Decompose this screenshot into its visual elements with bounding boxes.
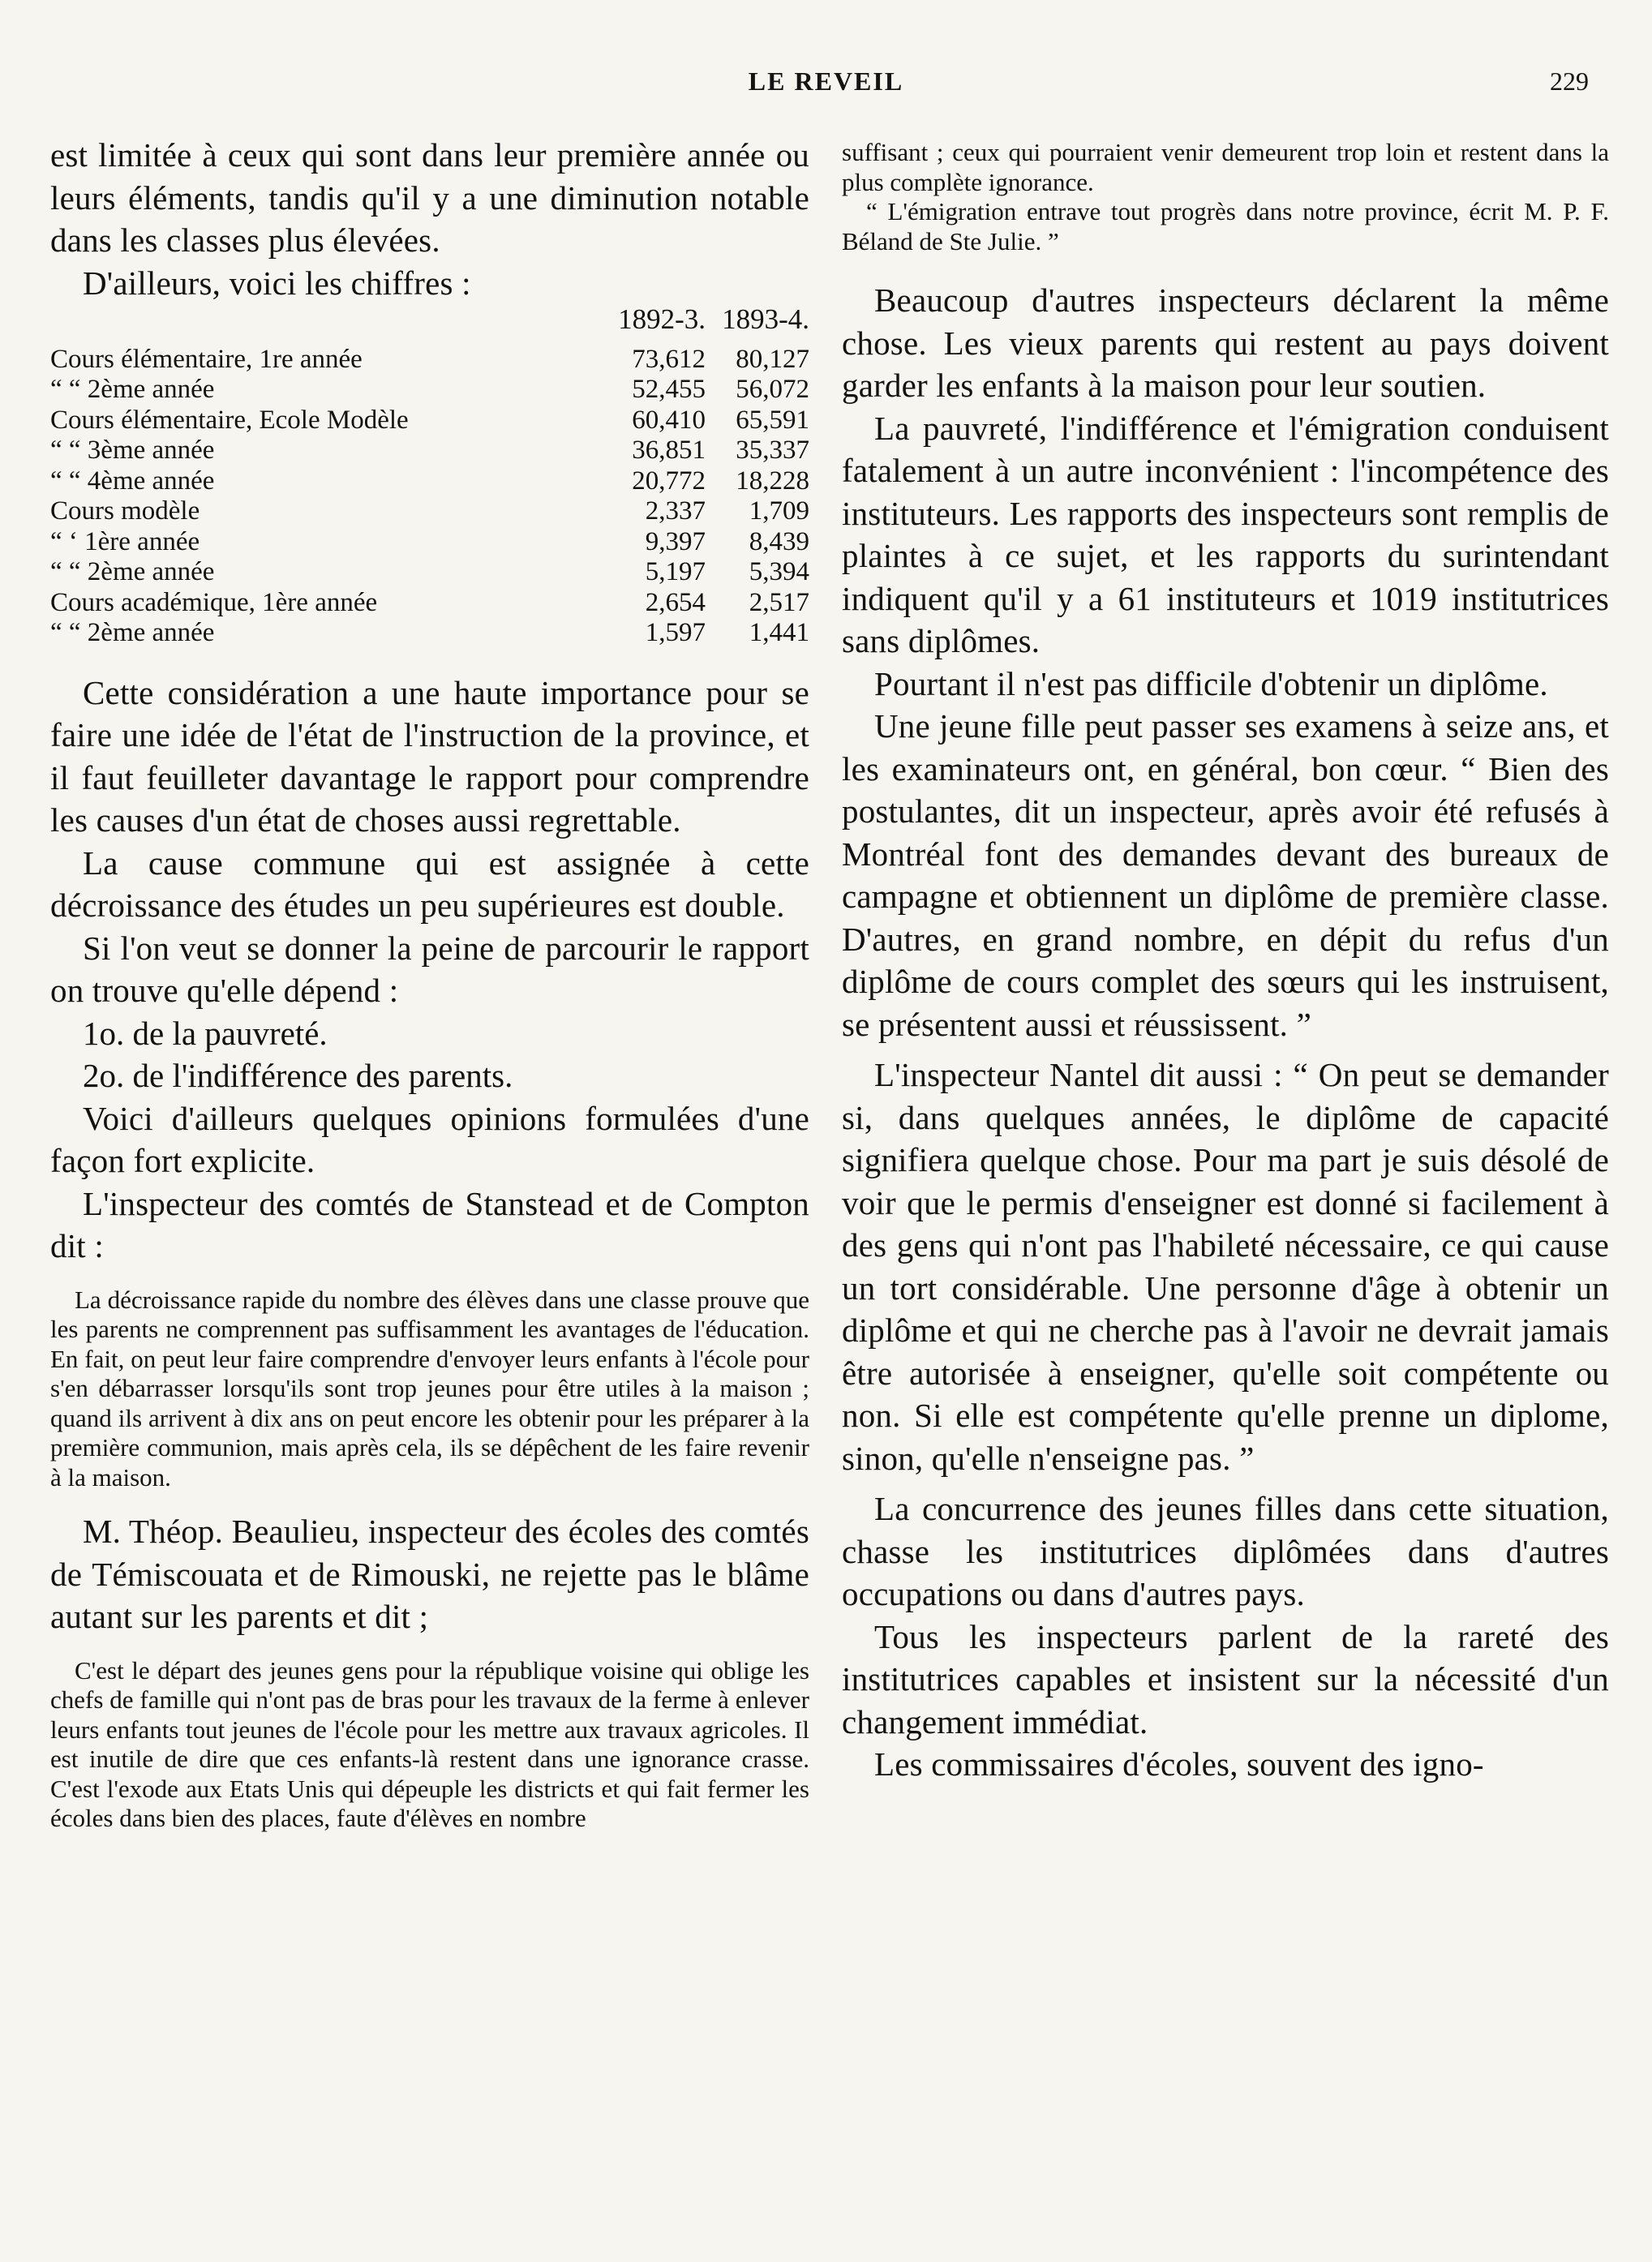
table-header-row xyxy=(50,304,809,345)
paragraph: La cause commune qui est assignée à cette décroissance des études un peu supérieures est double. xyxy=(50,843,809,924)
cell-value: 73,612 xyxy=(632,344,706,374)
cell-value: 2,517 xyxy=(749,587,809,617)
enrollment-table xyxy=(50,304,809,649)
table-row xyxy=(50,588,809,619)
paragraph: D'ailleurs, voici les chiffres : xyxy=(83,264,471,302)
paragraph: Les commissaires d'écoles, souvent des igno- xyxy=(874,1745,1484,1783)
cell-value: 18,228 xyxy=(736,466,809,496)
table-row xyxy=(50,466,809,497)
cell-value: 5,197 xyxy=(645,557,706,586)
page-number: 229 xyxy=(1550,67,1589,96)
cell-value: 35,337 xyxy=(736,436,809,465)
paragraph: M. Théop. Beaulieu, inspecteur des écoles des comtés de Témiscouata et de Rimouski, ne rejette pas le blâme autant sur les parents et dit ; xyxy=(50,1513,809,1635)
paragraph: Une jeune fille peut passer ses examens à seize ans, et les examinateurs ont, en général, bon cœur. “ Bien des postulantes, dit un inspecteur, après avoir été refusés à Montréal font des demandes devant des bureaux de campagne et obtiennent un diplôme de première classe. D'autres, en grand nombre, en dépit du refus d'un diplôme de cours complet des sœurs qui les instruisent, se présentent aussi et réussissent. ” xyxy=(842,707,1609,1043)
cell-value: 2,337 xyxy=(645,496,706,526)
block-quote: C'est le départ des jeunes gens pour la république voisine qui oblige les chefs de famille qui n'ont pas de bras pour les travaux de la ferme à enlever leurs enfants tout jeunes de l'école pour les mettre aux travaux agricoles. Il est inutile de dire que ces enfants-là restent dans une ignorance crasse. C'est l'exode aux Etats Unis qui dépeuple les districts et qui fait fermer les écoles dans bien des places, faute d'élèves en nombre xyxy=(50,1655,809,1832)
paragraph: Voici d'ailleurs quelques opinions formulées d'une façon fort explicite. xyxy=(50,1099,809,1179)
paragraph: L'inspecteur Nantel dit aussi : “ On peut se demander si, dans quelques années, le diplôme de capacité signifiera quelque chose. Pour ma part je suis désolé de voir que le permis d'enseigner est donné si facilement à des gens qui n'ont pas l'habileté nécessaire, ce qui cause un tort considérable. Une personne d'âge à obtenir un diplôme et qui ne cherche pas à l'avoir ne devrait jamais être autorisée à enseigner, qu'elle soit compétente ou non. Si elle est compétente qu'elle prenne un diplome, sinon, qu'elle n'enseigne pas. ” xyxy=(842,1056,1609,1477)
row-label: “ “ 3ème année xyxy=(50,436,215,465)
list-item: 2o. de l'indifférence des parents. xyxy=(83,1057,513,1094)
paragraph: est limitée à ceux qui sont dans leur première année ou leurs éléments, tandis qu'il y a une diminution notable dans les classes plus élevées. xyxy=(50,136,809,259)
row-label: “ “ 2ème année xyxy=(50,375,215,404)
table-row xyxy=(50,436,809,466)
cell-value: 36,851 xyxy=(632,436,706,465)
row-label: Cours académique, 1ère année xyxy=(50,587,378,617)
column-header: 1893-4. xyxy=(722,303,809,335)
cell-value: 80,127 xyxy=(736,344,809,374)
paragraph: Beaucoup d'autres inspecteurs déclarent la même chose. Les vieux parents qui restent au pays doivent garder les enfants à la maison pour leur soutien. xyxy=(842,281,1609,404)
block-quote: “ L'émigration entrave tout progrès dans notre province, écrit M. P. F. Béland de Ste Julie. ” xyxy=(842,197,1609,255)
paragraph: Si l'on veut se donner la peine de parcourir le rapport on trouve qu'elle dépend : xyxy=(50,929,809,1009)
cell-value: 1,709 xyxy=(749,496,809,526)
row-label: Cours élémentaire, Ecole Modèle xyxy=(50,405,409,435)
cell-value: 1,597 xyxy=(645,618,706,647)
cell-value: 20,772 xyxy=(632,466,706,496)
paragraph: La pauvreté, l'indifférence et l'émigration conduisent fatalement à un autre inconvénient : l'incompétence des instituteurs. Les rapports des inspecteurs sont remplis de plaintes à ce sujet, et les rapports du surintendant indiquent qu'il y a 61 instituteurs et 1019 institutrices sans diplômes. xyxy=(842,409,1609,659)
row-label: “ ‘ 1ère année xyxy=(50,526,200,556)
row-label: Cours élémentaire, 1re année xyxy=(50,344,363,374)
table-row xyxy=(50,527,809,558)
column-header: 1892-3. xyxy=(618,303,706,335)
table-row xyxy=(50,375,809,406)
row-label: “ “ 4ème année xyxy=(50,466,215,496)
cell-value: 65,591 xyxy=(736,405,809,435)
cell-value: 5,394 xyxy=(749,557,809,586)
table-row xyxy=(50,496,809,527)
row-label: “ “ 2ème année xyxy=(50,618,215,647)
row-label: Cours modèle xyxy=(50,496,200,526)
cell-value: 2,654 xyxy=(645,587,706,617)
cell-value: 56,072 xyxy=(736,375,809,404)
page-header xyxy=(49,67,1603,99)
block-quote-continued: suffisant ; ceux qui pourraient venir demeurent trop loin et restent dans la plus complète ignorance. xyxy=(842,138,1609,196)
paragraph: L'inspecteur des comtés de Stanstead et de Compton dit : xyxy=(50,1184,809,1264)
row-label: “ “ 2ème année xyxy=(50,557,215,586)
paragraph: Pourtant il n'est pas difficile d'obtenir un diplôme. xyxy=(874,664,1548,702)
paragraph: Tous les inspecteurs parlent de la rareté des institutrices capables et insistent sur la nécessité d'un changement immédiat. xyxy=(842,1617,1609,1740)
right-column xyxy=(842,138,1609,1786)
list-item: 1o. de la pauvreté. xyxy=(83,1014,328,1052)
table-row xyxy=(50,618,809,649)
cell-value: 60,410 xyxy=(632,405,706,435)
cell-value: 8,439 xyxy=(749,526,809,556)
cell-value: 1,441 xyxy=(749,618,809,647)
table-row xyxy=(50,345,809,376)
table-row xyxy=(50,406,809,436)
running-title: LE REVEIL xyxy=(748,67,904,96)
table-row xyxy=(50,557,809,588)
paragraph: La concurrence des jeunes filles dans cette situation, chasse les institutrices diplômées dans d'autres occupations ou dans d'autres pays. xyxy=(842,1490,1609,1612)
cell-value: 9,397 xyxy=(645,526,706,556)
paragraph: Cette considération a une haute importance pour se faire une idée de l'état de l'instruction de la province, et il faut feuilleter davantage le rapport pour comprendre les causes d'un état de choses aussi regrettable. xyxy=(50,673,809,839)
block-quote: La décroissance rapide du nombre des élèves dans une classe prouve que les parents ne comprennent pas suffisamment les avantages de l'éducation. En fait, on peut leur faire comprendre d'envoyer leurs enfants à l'école pour s'en débarrasser lorsqu'ils sont trop jeunes pour être utiles à la maison ; quand ils arrivent à dix ans on peut encore les obtenir pour les préparer à la première communion, mais après cela, ils se dépêchent de les faire revenir à la maison. xyxy=(50,1285,809,1492)
cell-value: 52,455 xyxy=(632,375,706,404)
left-column xyxy=(50,134,809,1834)
